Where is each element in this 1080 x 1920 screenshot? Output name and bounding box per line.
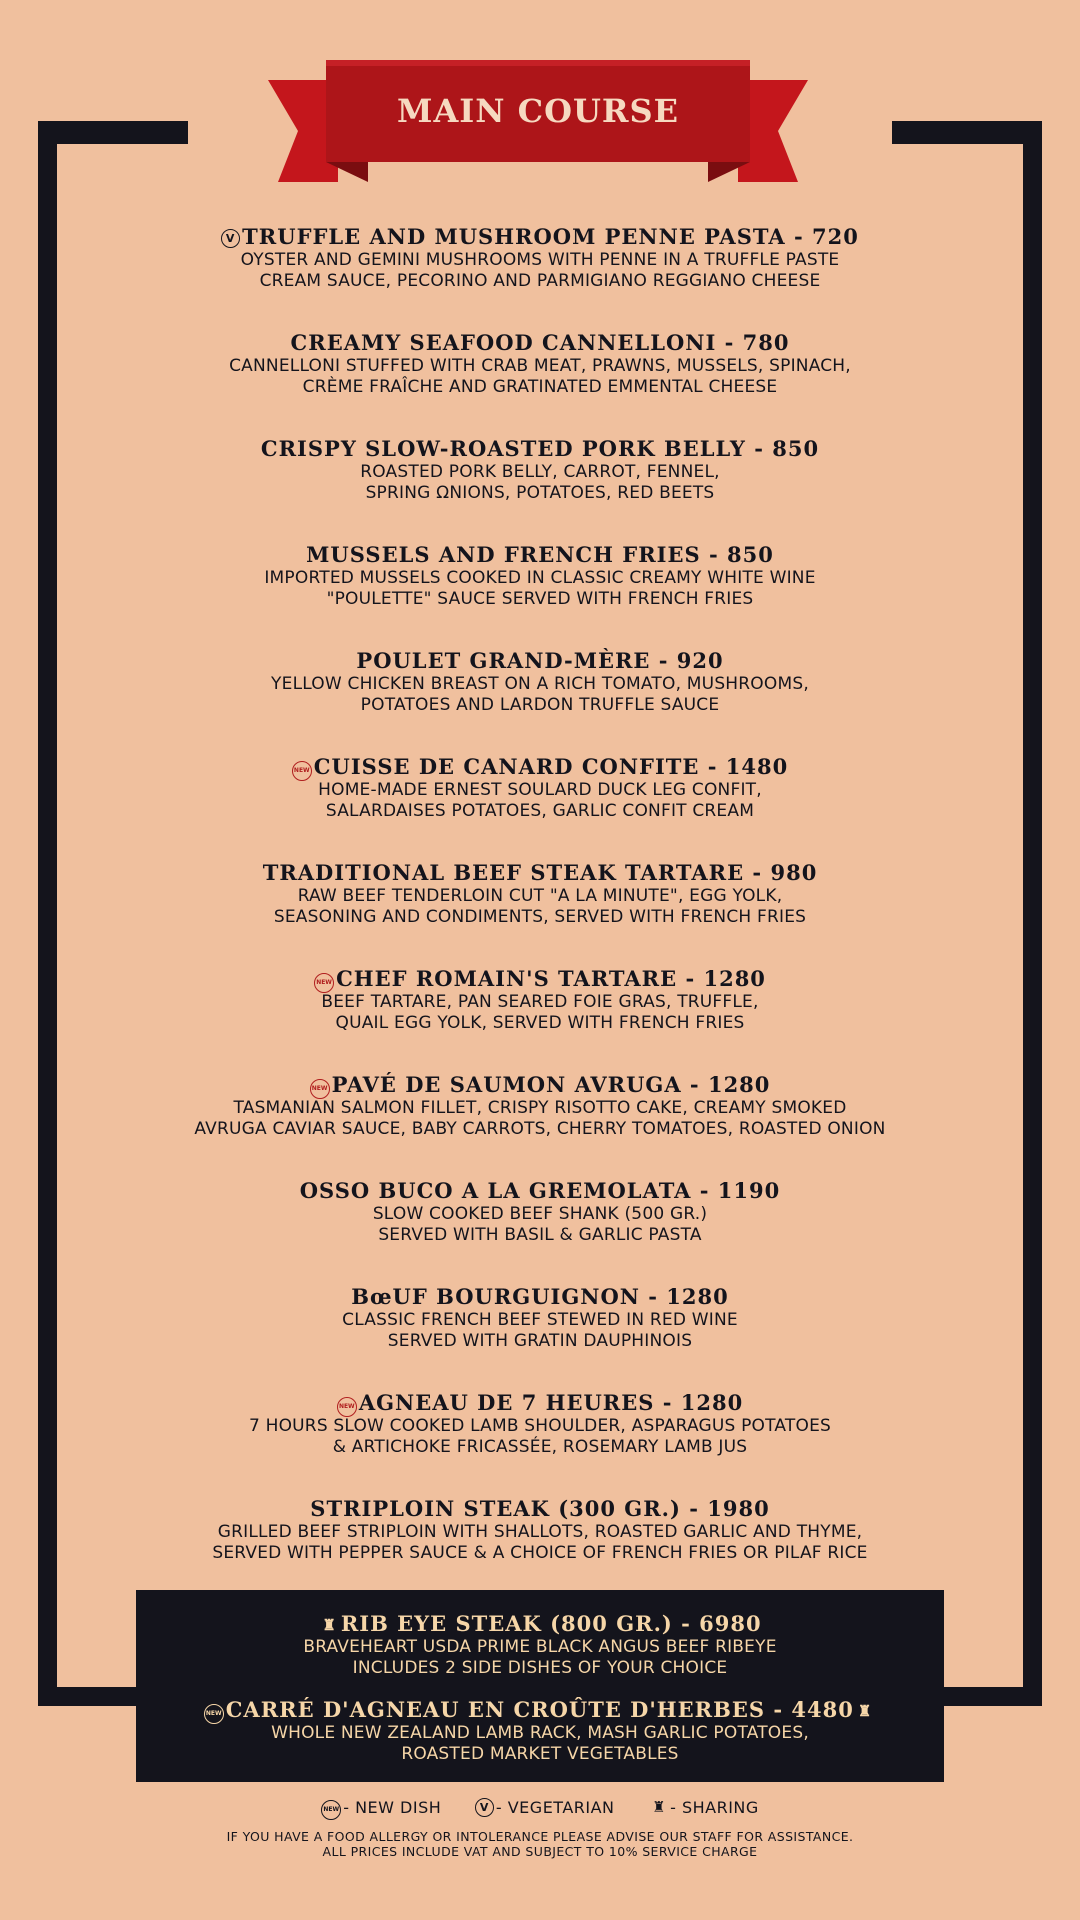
dish-description: GRILLED BEEF STRIPLOIN WITH SHALLOTS, ROASTED GARLIC AND THYME, (217, 1522, 863, 1542)
sharing-item (136, 1611, 944, 1697)
sharing-section (136, 1590, 944, 1782)
dish-title: ♜ RIB EYE STEAK (800 GR.) - 6980 (322, 1611, 762, 1636)
dish-description: OYSTER AND GEMINI MUSHROOMS WITH PENNE IN A TRUFFLE PASTE (240, 250, 840, 270)
dish-title: NEW CUISSE DE CANARD CONFITE - 1480 (100, 754, 980, 780)
menu-item (100, 1496, 980, 1602)
menu-item (100, 966, 980, 1072)
page-title: MAIN COURSE (397, 92, 679, 130)
dish-title: NEW CARRÉ D'AGNEAU EN CROÛTE D'HERBES - 4480 ♜ (136, 1697, 944, 1723)
menu-item (100, 860, 980, 966)
sharing-icon: ♜ (857, 1702, 873, 1720)
dish-description: SERVED WITH PEPPER SAUCE & A CHOICE OF FRENCH FRIES OR PILAF RICE (212, 1543, 868, 1563)
menu-item (100, 648, 980, 754)
dish-title: POULET GRAND-MÈRE - 920 (356, 648, 724, 673)
dish-description: POTATOES AND LARDON TRUFFLE SAUCE (360, 695, 720, 715)
new-dish-icon: NEW (204, 1704, 224, 1724)
dish-description: SALARDAISES POTATOES, GARLIC CONFIT CREAM (325, 801, 755, 821)
dish-description: "POULETTE" SAUCE SERVED WITH FRENCH FRIES (326, 589, 754, 609)
dish-description: YELLOW CHICKEN BREAST ON A RICH TOMATO, MUSHROOMS, (271, 674, 809, 694)
dish-description: ROASTED PORK BELLY, CARROT, FENNEL, (360, 462, 720, 482)
section-banner (268, 58, 808, 186)
menu-item (100, 224, 980, 330)
dish-description: SLOW COOKED BEEF SHANK (500 GR.) (372, 1204, 708, 1224)
sharing-icon: ♜ (322, 1616, 337, 1634)
footnote-line: IF YOU HAVE A FOOD ALLERGY OR INTOLERANCE PLEASE ADVISE OUR STAFF FOR ASSISTANCE. (226, 1829, 854, 1844)
new-dish-icon: NEW (292, 761, 312, 781)
dish-title: CREAMY SEAFOOD CANNELLONI - 780 (290, 330, 790, 355)
dish-description: RAW BEEF TENDERLOIN CUT "A LA MINUTE", EGG YOLK, (297, 886, 783, 906)
dish-description: SPRING ΩNIONS, POTATOES, RED BEETS (365, 483, 715, 503)
menu-item (100, 1390, 980, 1496)
dish-title: CRISPY SLOW-ROASTED PORK BELLY - 850 (260, 436, 820, 461)
dish-description: INCLUDES 2 SIDE DISHES OF YOUR CHOICE (352, 1658, 728, 1678)
sharing-item (136, 1697, 944, 1783)
footnote-line: ALL PRICES INCLUDE VAT AND SUBJECT TO 10% SERVICE CHARGE (322, 1844, 758, 1859)
dish-description: CREAM SAUCE, PECORINO AND PARMIGIANO REGGIANO CHEESE (259, 271, 821, 291)
dish-description: BRAVEHEART USDA PRIME BLACK ANGUS BEEF RIBEYE (303, 1637, 777, 1657)
dish-description: BEEF TARTARE, PAN SEARED FOIE GRAS, TRUFFLE, (321, 992, 759, 1012)
dish-description: WHOLE NEW ZEALAND LAMB RACK, MASH GARLIC POTATOES, (271, 1723, 809, 1743)
dish-title: NEW AGNEAU DE 7 HEURES - 1280 (100, 1390, 980, 1416)
menu-item (100, 754, 980, 860)
legend-sharing: ♜ - SHARING (652, 1798, 759, 1817)
dish-title: NEW PAVÉ DE SAUMON AVRUGA - 1280 (100, 1072, 980, 1098)
legend-new: NEW - NEW DISH (321, 1798, 441, 1820)
dish-description: SERVED WITH BASIL & GARLIC PASTA (378, 1225, 702, 1245)
new-dish-icon: NEW (314, 973, 334, 993)
dish-title: V TRUFFLE AND MUSHROOM PENNE PASTA - 720 (100, 224, 980, 250)
dish-title: NEW CHEF ROMAIN'S TARTARE - 1280 (100, 966, 980, 992)
menu-item (100, 542, 980, 648)
legend-vegetarian: V - VEGETARIAN (475, 1798, 615, 1817)
menu-item (100, 1284, 980, 1390)
menu-item (100, 330, 980, 436)
dish-description: CLASSIC FRENCH BEEF STEWED IN RED WINE (342, 1310, 738, 1330)
menu-item (100, 1072, 980, 1178)
allergy-footnote (0, 1829, 1080, 1859)
dish-description: SERVED WITH GRATIN DAUPHINOIS (387, 1331, 693, 1351)
menu-list (100, 224, 980, 1602)
new-dish-icon: NEW (310, 1079, 330, 1099)
dish-description: ROASTED MARKET VEGETABLES (401, 1744, 679, 1764)
vegetarian-icon: V (221, 229, 240, 248)
dish-title: TRADITIONAL BEEF STEAK TARTARE - 980 (262, 860, 818, 885)
legend (0, 1798, 1080, 1820)
vegetarian-icon: V (475, 1798, 494, 1817)
dish-description: QUAIL EGG YOLK, SERVED WITH FRENCH FRIES (335, 1013, 745, 1033)
dish-title: MUSSELS AND FRENCH FRIES - 850 (306, 542, 774, 567)
new-dish-icon: NEW (321, 1800, 341, 1820)
dish-description: SEASONING AND CONDIMENTS, SERVED WITH FRENCH FRIES (273, 907, 807, 927)
dish-title: OSSO BUCO A LA GREMOLATA - 1190 (299, 1178, 781, 1203)
dish-description: CRÈME FRAÎCHE AND GRATINATED EMMENTAL CHEESE (302, 377, 778, 397)
dish-description: AVRUGA CAVIAR SAUCE, BABY CARROTS, CHERRY TOMATOES, ROASTED ONION (194, 1119, 886, 1139)
sharing-icon: ♜ (652, 1798, 667, 1816)
dish-description: IMPORTED MUSSELS COOKED IN CLASSIC CREAMY WHITE WINE (264, 568, 816, 588)
dish-description: & ARTICHOKE FRICASSÉE, ROSEMARY LAMB JUS (332, 1437, 748, 1457)
dish-description: TASMANIAN SALMON FILLET, CRISPY RISOTTO CAKE, CREAMY SMOKED (233, 1098, 847, 1118)
menu-item (100, 436, 980, 542)
menu-item (100, 1178, 980, 1284)
new-dish-icon: NEW (337, 1397, 357, 1417)
dish-title: STRIPLOIN STEAK (300 GR.) - 1980 (310, 1496, 770, 1521)
dish-description: 7 HOURS SLOW COOKED LAMB SHOULDER, ASPARAGUS POTATOES (248, 1416, 832, 1436)
dish-description: CANNELLONI STUFFED WITH CRAB MEAT, PRAWNS, MUSSELS, SPINACH, (229, 356, 851, 376)
dish-description: HOME-MADE ERNEST SOULARD DUCK LEG CONFIT, (318, 780, 762, 800)
dish-title: BœUF BOURGUIGNON - 1280 (351, 1284, 729, 1309)
